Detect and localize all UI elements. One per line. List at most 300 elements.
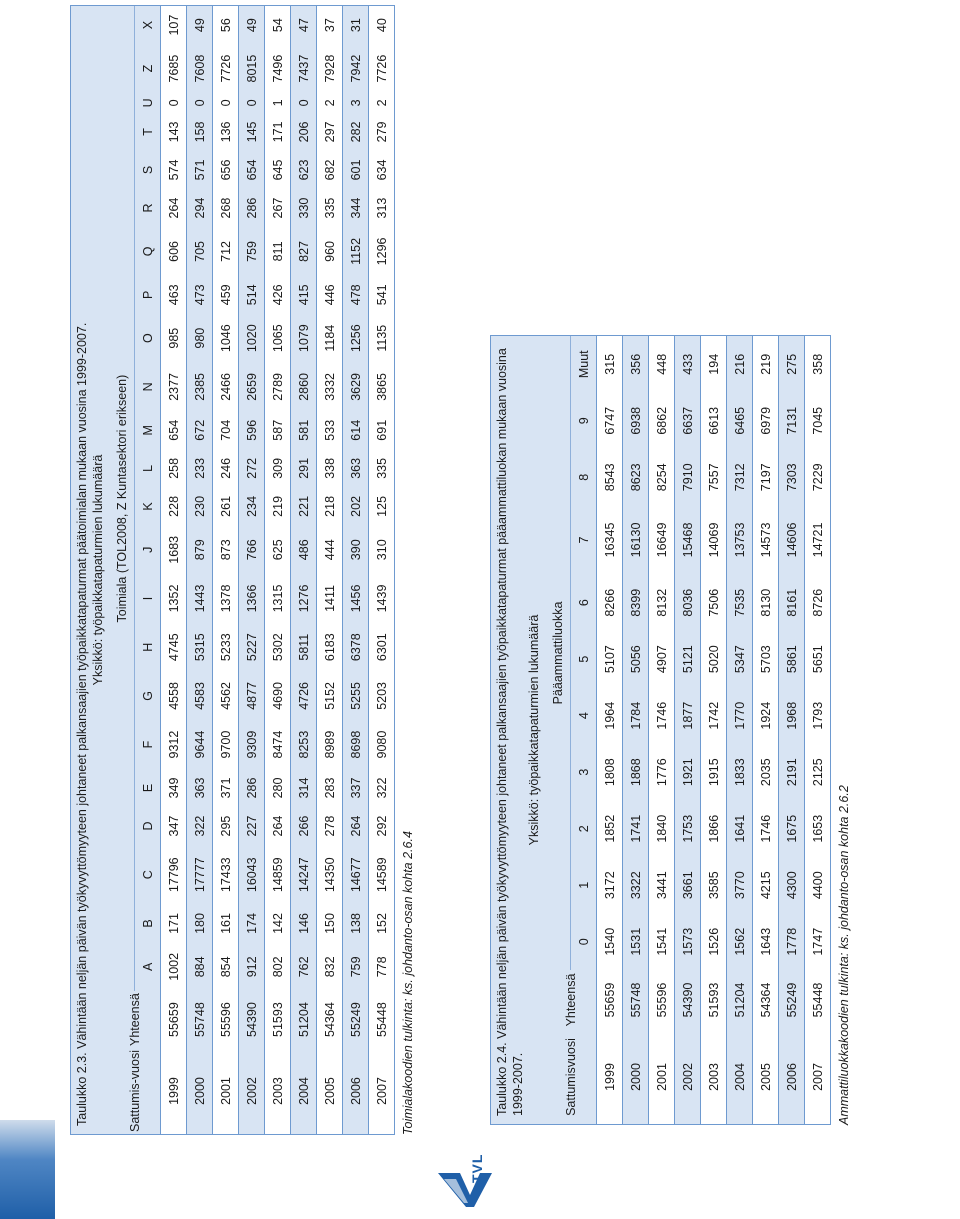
value-cell: 2035	[753, 744, 779, 801]
value-cell: 258	[161, 449, 187, 487]
value-cell: 7608	[187, 44, 213, 93]
value-cell: 17796	[161, 845, 187, 904]
value-cell: 138	[343, 904, 369, 942]
table-row	[265, 6, 291, 1134]
column-header: 1	[571, 857, 597, 914]
value-cell: 228	[161, 487, 187, 525]
table-2-4-grid	[545, 336, 830, 1124]
value-cell: 5203	[369, 672, 395, 721]
table-row	[369, 6, 395, 1134]
value-cell: 1541	[649, 913, 675, 970]
value-cell: 282	[343, 113, 369, 151]
value-cell: 264	[161, 189, 187, 227]
value-cell: 533	[317, 411, 343, 449]
value-cell: 0	[213, 93, 239, 113]
year-header: Sattumisvuosi	[545, 1030, 597, 1124]
year-cell: 2005	[317, 1048, 343, 1134]
value-cell: 322	[369, 769, 395, 807]
total-cell: 55748	[623, 970, 649, 1030]
value-cell: 37	[317, 6, 343, 44]
value-cell: 1456	[343, 574, 369, 623]
value-cell: 1770	[727, 687, 753, 744]
column-header: J	[135, 525, 161, 574]
value-cell: 5811	[291, 623, 317, 672]
table-2-4-caption	[491, 336, 545, 1124]
column-header: 3	[571, 744, 597, 801]
value-cell: 426	[265, 276, 291, 314]
value-cell: 3441	[649, 857, 675, 914]
value-cell: 4745	[161, 623, 187, 672]
value-cell: 5302	[265, 623, 291, 672]
value-cell: 463	[161, 276, 187, 314]
value-cell: 268	[213, 189, 239, 227]
table-2-3-title: Taulukko 2.3. Vähintään neljän päivän työkyvyttömyyteen johtaneet palkansaajien työpaikkatapaturmat päätoimialan mukaan vuosina 1999-2007.	[75, 322, 89, 1126]
total-cell: 54364	[317, 991, 343, 1048]
table-2-3-box	[70, 5, 395, 1135]
value-cell: 56	[213, 6, 239, 44]
value-cell: 2659	[239, 363, 265, 412]
value-cell: 267	[265, 189, 291, 227]
value-cell: 3322	[623, 857, 649, 914]
value-cell: 623	[291, 151, 317, 189]
value-cell: 625	[265, 525, 291, 574]
total-cell: 51204	[291, 991, 317, 1048]
column-header: U	[135, 93, 161, 113]
value-cell: 107	[161, 6, 187, 44]
value-cell: 8989	[317, 720, 343, 769]
value-cell: 335	[317, 189, 343, 227]
value-cell: 349	[161, 769, 187, 807]
value-cell: 691	[369, 411, 395, 449]
value-cell: 1653	[805, 800, 831, 857]
value-cell: 3585	[701, 857, 727, 914]
value-cell: 158	[187, 113, 213, 151]
value-cell: 8623	[623, 449, 649, 506]
value-cell: 1296	[369, 227, 395, 276]
column-header: R	[135, 189, 161, 227]
value-cell: 0	[161, 93, 187, 113]
value-cell: 778	[369, 942, 395, 991]
value-cell: 221	[291, 487, 317, 525]
value-cell: 7045	[805, 393, 831, 450]
value-cell: 246	[213, 449, 239, 487]
year-cell: 2004	[291, 1048, 317, 1134]
column-header: I	[135, 574, 161, 623]
value-cell: 292	[369, 807, 395, 845]
column-header: Z	[135, 44, 161, 93]
value-cell: 1366	[239, 574, 265, 623]
table-row	[623, 336, 649, 1124]
column-header: 6	[571, 574, 597, 631]
value-cell: 40	[369, 6, 395, 44]
group-header: Toimiala (TOL2008, Z Kuntasektori erikseen)	[109, 6, 135, 991]
value-cell: 47	[291, 6, 317, 44]
table-2-4-unit: Yksikkö: työpaikkatapaturmien lukumäärä	[527, 614, 541, 846]
value-cell: 4877	[239, 672, 265, 721]
value-cell: 8253	[291, 720, 317, 769]
column-header: L	[135, 449, 161, 487]
value-cell: 7303	[779, 449, 805, 506]
value-cell: 1641	[727, 800, 753, 857]
value-cell: 2191	[779, 744, 805, 801]
column-header: G	[135, 672, 161, 721]
value-cell: 7229	[805, 449, 831, 506]
value-cell: 218	[317, 487, 343, 525]
value-cell: 150	[317, 904, 343, 942]
table-row	[291, 6, 317, 1134]
value-cell: 7131	[779, 393, 805, 450]
value-cell: 279	[369, 113, 395, 151]
value-cell: 14606	[779, 506, 805, 575]
table-2-4	[490, 335, 851, 1125]
value-cell: 1683	[161, 525, 187, 574]
value-cell: 344	[343, 189, 369, 227]
value-cell: 6862	[649, 393, 675, 450]
total-cell: 55596	[213, 991, 239, 1048]
value-cell: 1840	[649, 800, 675, 857]
value-cell: 4558	[161, 672, 187, 721]
value-cell: 4215	[753, 857, 779, 914]
table-row	[805, 336, 831, 1124]
value-cell: 14721	[805, 506, 831, 575]
value-cell: 704	[213, 411, 239, 449]
value-cell: 802	[265, 942, 291, 991]
value-cell: 286	[239, 769, 265, 807]
table-row	[779, 336, 805, 1124]
value-cell: 634	[369, 151, 395, 189]
value-cell: 5121	[675, 631, 701, 688]
year-cell: 2000	[187, 1048, 213, 1134]
value-cell: 0	[239, 93, 265, 113]
value-cell: 8474	[265, 720, 291, 769]
value-cell: 1924	[753, 687, 779, 744]
total-cell: 55448	[805, 970, 831, 1030]
value-cell: 280	[265, 769, 291, 807]
value-cell: 171	[161, 904, 187, 942]
year-header: Sattumis-vuosi	[109, 1048, 161, 1134]
value-cell: 672	[187, 411, 213, 449]
value-cell: 5152	[317, 672, 343, 721]
value-cell: 337	[343, 769, 369, 807]
value-cell: 2385	[187, 363, 213, 412]
value-cell: 985	[161, 314, 187, 363]
value-cell: 8543	[597, 449, 623, 506]
value-cell: 31	[343, 6, 369, 44]
value-cell: 1184	[317, 314, 343, 363]
table-2-4-footnote: Ammattiluokkakoodien tulkinta: ks. johdanto-osan kohta 2.6.2	[837, 785, 851, 1125]
value-cell: 6613	[701, 393, 727, 450]
value-cell: 227	[239, 807, 265, 845]
group-header: Pääammattiluokka	[545, 336, 571, 970]
value-cell: 2466	[213, 363, 239, 412]
table-row	[701, 336, 727, 1124]
value-cell: 275	[779, 336, 805, 393]
value-cell: 0	[187, 93, 213, 113]
value-cell: 811	[265, 227, 291, 276]
value-cell: 4583	[187, 672, 213, 721]
value-cell: 272	[239, 449, 265, 487]
column-header: N	[135, 363, 161, 412]
value-cell: 15468	[675, 506, 701, 575]
column-header: O	[135, 314, 161, 363]
value-cell: 5703	[753, 631, 779, 688]
column-header: 0	[571, 913, 597, 970]
value-cell: 8036	[675, 574, 701, 631]
value-cell: 3172	[597, 857, 623, 914]
value-cell: 854	[213, 942, 239, 991]
value-cell: 1866	[701, 800, 727, 857]
value-cell: 313	[369, 189, 395, 227]
value-cell: 13753	[727, 506, 753, 575]
value-cell: 1152	[343, 227, 369, 276]
value-cell: 1315	[265, 574, 291, 623]
total-cell: 55596	[649, 970, 675, 1030]
value-cell: 261	[213, 487, 239, 525]
value-cell: 54	[265, 6, 291, 44]
value-cell: 14350	[317, 845, 343, 904]
value-cell: 9312	[161, 720, 187, 769]
value-cell: 6979	[753, 393, 779, 450]
value-cell: 310	[369, 525, 395, 574]
value-cell: 358	[805, 336, 831, 393]
value-cell: 136	[213, 113, 239, 151]
value-cell: 9644	[187, 720, 213, 769]
value-cell: 49	[187, 6, 213, 44]
value-cell: 759	[239, 227, 265, 276]
value-cell: 2377	[161, 363, 187, 412]
value-cell: 9080	[369, 720, 395, 769]
value-cell: 6747	[597, 393, 623, 450]
value-cell: 8726	[805, 574, 831, 631]
value-cell: 7506	[701, 574, 727, 631]
total-header: Yhteensä	[545, 970, 597, 1030]
value-cell: 766	[239, 525, 265, 574]
value-cell: 206	[291, 113, 317, 151]
value-cell: 17777	[187, 845, 213, 904]
value-cell: 356	[623, 336, 649, 393]
value-cell: 581	[291, 411, 317, 449]
total-cell: 55448	[369, 991, 395, 1048]
table-row	[597, 336, 623, 1124]
value-cell: 473	[187, 276, 213, 314]
value-cell: 832	[317, 942, 343, 991]
column-header: 5	[571, 631, 597, 688]
value-cell: 459	[213, 276, 239, 314]
value-cell: 2789	[265, 363, 291, 412]
value-cell: 8130	[753, 574, 779, 631]
value-cell: 4907	[649, 631, 675, 688]
value-cell: 960	[317, 227, 343, 276]
value-cell: 315	[597, 336, 623, 393]
value-cell: 1921	[675, 744, 701, 801]
value-cell: 14589	[369, 845, 395, 904]
value-cell: 16345	[597, 506, 623, 575]
value-cell: 314	[291, 769, 317, 807]
column-header: C	[135, 845, 161, 904]
value-cell: 174	[239, 904, 265, 942]
value-cell: 884	[187, 942, 213, 991]
value-cell: 1352	[161, 574, 187, 623]
value-cell: 448	[649, 336, 675, 393]
value-cell: 7557	[701, 449, 727, 506]
value-cell: 5056	[623, 631, 649, 688]
table-row	[753, 336, 779, 1124]
value-cell: 1573	[675, 913, 701, 970]
table-row	[239, 6, 265, 1134]
value-cell: 146	[291, 904, 317, 942]
value-cell: 1964	[597, 687, 623, 744]
column-header: 9	[571, 393, 597, 450]
value-cell: 7535	[727, 574, 753, 631]
value-cell: 478	[343, 276, 369, 314]
value-cell: 7910	[675, 449, 701, 506]
year-cell: 2007	[369, 1048, 395, 1134]
column-header: 8	[571, 449, 597, 506]
table-row	[343, 6, 369, 1134]
value-cell: 2860	[291, 363, 317, 412]
value-cell: 1540	[597, 913, 623, 970]
page-band-gradient	[0, 1120, 55, 1219]
value-cell: 3332	[317, 363, 343, 412]
value-cell: 14247	[291, 845, 317, 904]
value-cell: 234	[239, 487, 265, 525]
year-cell: 2004	[727, 1030, 753, 1124]
value-cell: 286	[239, 189, 265, 227]
value-cell: 297	[317, 113, 343, 151]
value-cell: 338	[317, 449, 343, 487]
column-header: P	[135, 276, 161, 314]
value-cell: 264	[343, 807, 369, 845]
table-row	[317, 6, 343, 1134]
value-cell: 330	[291, 189, 317, 227]
column-header: 4	[571, 687, 597, 744]
value-cell: 1439	[369, 574, 395, 623]
value-cell: 571	[187, 151, 213, 189]
value-cell: 645	[265, 151, 291, 189]
value-cell: 17433	[213, 845, 239, 904]
value-cell: 762	[291, 942, 317, 991]
value-cell: 5651	[805, 631, 831, 688]
value-cell: 3770	[727, 857, 753, 914]
total-cell: 54364	[753, 970, 779, 1030]
year-cell: 2003	[265, 1048, 291, 1134]
value-cell: 486	[291, 525, 317, 574]
value-cell: 1741	[623, 800, 649, 857]
value-cell: 654	[161, 411, 187, 449]
value-cell: 4300	[779, 857, 805, 914]
year-cell: 2000	[623, 1030, 649, 1124]
value-cell: 415	[291, 276, 317, 314]
value-cell: 194	[701, 336, 727, 393]
value-cell: 264	[265, 807, 291, 845]
value-cell: 1746	[649, 687, 675, 744]
value-cell: 5020	[701, 631, 727, 688]
value-cell: 444	[317, 525, 343, 574]
value-cell: 601	[343, 151, 369, 189]
value-cell: 2	[369, 93, 395, 113]
total-cell: 54390	[675, 970, 701, 1030]
value-cell: 230	[187, 487, 213, 525]
year-cell: 2003	[701, 1030, 727, 1124]
table-row	[649, 336, 675, 1124]
value-cell: 6637	[675, 393, 701, 450]
value-cell: 171	[265, 113, 291, 151]
value-cell: 1877	[675, 687, 701, 744]
value-cell: 7726	[213, 44, 239, 93]
value-cell: 335	[369, 449, 395, 487]
column-header: 7	[571, 506, 597, 575]
column-header: T	[135, 113, 161, 151]
value-cell: 0	[291, 93, 317, 113]
value-cell: 3865	[369, 363, 395, 412]
total-cell: 55748	[187, 991, 213, 1048]
year-cell: 2006	[343, 1048, 369, 1134]
value-cell: 363	[187, 769, 213, 807]
value-cell: 9700	[213, 720, 239, 769]
value-cell: 4726	[291, 672, 317, 721]
table-2-3-footnote: Toimialakoodien tulkinta: ks. johdanto-osan kohta 2.6.4	[401, 831, 415, 1135]
value-cell: 14069	[701, 506, 727, 575]
value-cell: 1915	[701, 744, 727, 801]
value-cell: 606	[161, 227, 187, 276]
value-cell: 233	[187, 449, 213, 487]
table-2-3-caption	[71, 6, 109, 1134]
column-header: M	[135, 411, 161, 449]
value-cell: 5233	[213, 623, 239, 672]
page-band	[0, 0, 55, 1219]
value-cell: 1793	[805, 687, 831, 744]
value-cell: 1852	[597, 800, 623, 857]
value-cell: 1276	[291, 574, 317, 623]
value-cell: 912	[239, 942, 265, 991]
value-cell: 1526	[701, 913, 727, 970]
total-cell: 55659	[597, 970, 623, 1030]
value-cell: 219	[265, 487, 291, 525]
value-cell: 363	[343, 449, 369, 487]
total-cell: 55249	[779, 970, 805, 1030]
value-cell: 4400	[805, 857, 831, 914]
year-cell: 2002	[675, 1030, 701, 1124]
value-cell: 161	[213, 904, 239, 942]
value-cell: 587	[265, 411, 291, 449]
column-header: K	[135, 487, 161, 525]
value-cell: 8132	[649, 574, 675, 631]
value-cell: 278	[317, 807, 343, 845]
value-cell: 712	[213, 227, 239, 276]
column-header: F	[135, 720, 161, 769]
value-cell: 7496	[265, 44, 291, 93]
table-row	[675, 336, 701, 1124]
value-cell: 514	[239, 276, 265, 314]
total-header: Yhteensä	[109, 991, 161, 1048]
value-cell: 125	[369, 487, 395, 525]
value-cell: 283	[317, 769, 343, 807]
value-cell: 1753	[675, 800, 701, 857]
total-cell: 55659	[161, 991, 187, 1048]
table-2-3-grid	[109, 6, 394, 1134]
value-cell: 5347	[727, 631, 753, 688]
value-cell: 371	[213, 769, 239, 807]
table-2-4-title: Taulukko 2.4. Vähintään neljän päivän työkyvyttömyyteen johtaneet palkansaajien työpaikkatapaturmat pääammattiluokan mukaan vuosina 1999-2007.	[495, 348, 525, 1116]
logo-text: TVL	[469, 1153, 485, 1183]
value-cell: 5255	[343, 672, 369, 721]
value-cell: 8698	[343, 720, 369, 769]
column-header: 2	[571, 800, 597, 857]
value-cell: 574	[161, 151, 187, 189]
value-cell: 1135	[369, 314, 395, 363]
value-cell: 1443	[187, 574, 213, 623]
value-cell: 827	[291, 227, 317, 276]
